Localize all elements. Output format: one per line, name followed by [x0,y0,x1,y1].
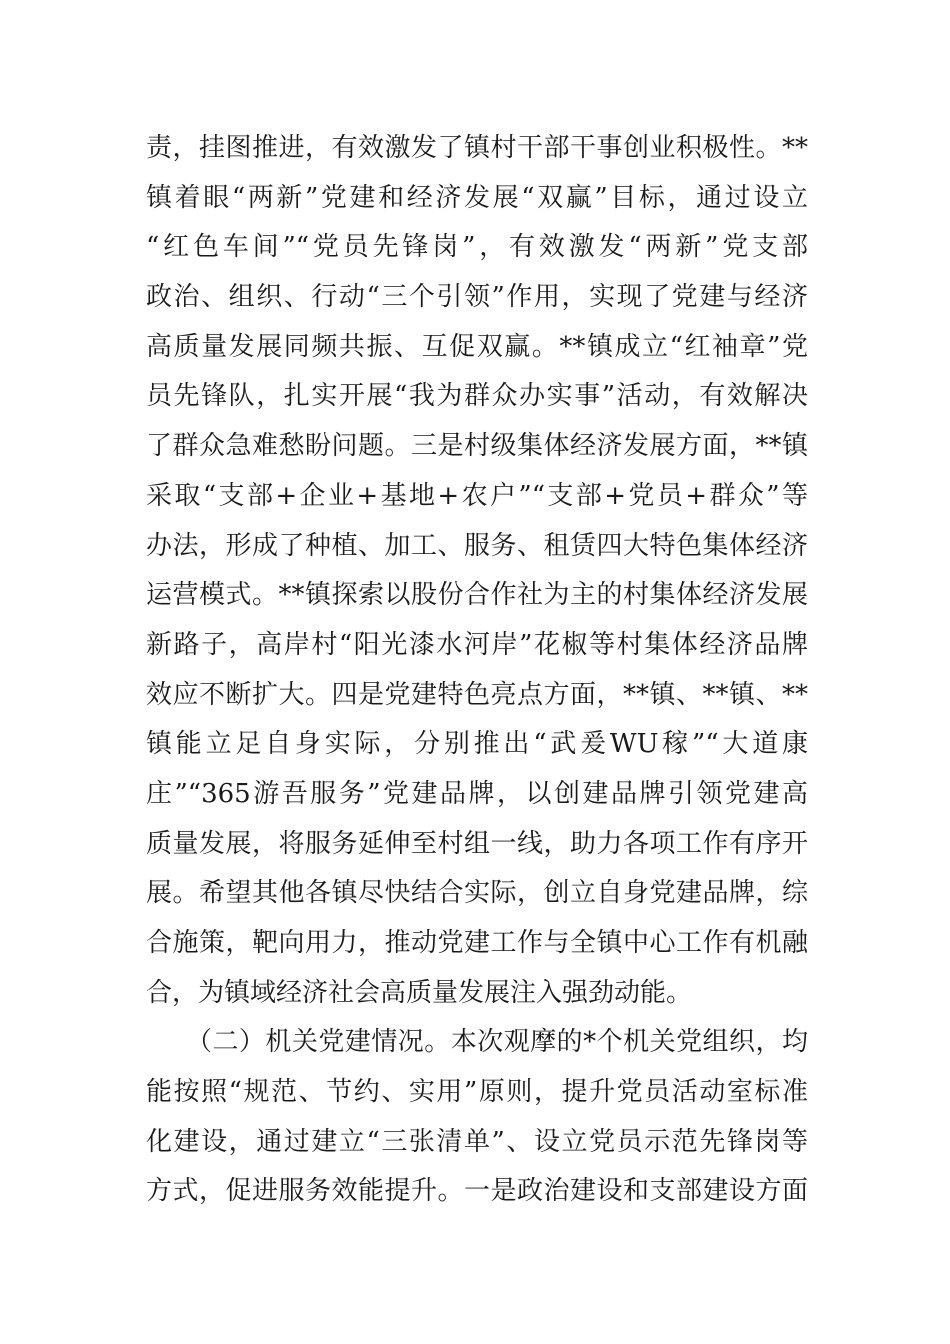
text-line: 化建设，通过建立“三张清单”、设立党员示范先锋岗等 [146,1126,808,1157]
text-line: 政治、组织、行动“三个引领”作用，实现了党建与经济 [146,282,808,313]
text-line: 员先锋队，扎实开展“我为群众办实事”活动，有效解决 [146,381,808,412]
text-line: 展。希望其他各镇尽快结合实际，创立自身党建品牌，综 [146,878,808,909]
text-line: 庄”“365游吾服务”党建品牌，以创建品牌引领党建高 [146,778,808,809]
text-line: 能按照“规范、节约、实用”原则，提升党员活动室标准 [146,1077,808,1108]
text-line: 办法，形成了种植、加工、服务、租赁四大特色集体经济 [146,530,808,561]
text-line: 采取“支部+企业+基地+农户”“支部+党员+群众”等 [146,480,808,511]
section-heading-line: （二）机关党建情况。本次观摩的*个机关党组织，均 [146,1027,808,1058]
text-line: 方式，促进服务效能提升。一是政治建设和支部建设方面 [146,1176,808,1207]
text-line: 新路子，高岸村“阳光漆水河岸”花椒等村集体经济品牌 [146,629,808,660]
text-line: 高质量发展同频共振、互促双赢。**镇成立“红袖章”党 [146,331,808,362]
paragraph-end-line: 合，为镇域经济社会高质量发展注入强劲动能。 [146,977,693,1008]
text-line: 了群众急难愁盼问题。三是村级集体经济发展方面，**镇 [146,431,808,462]
text-line: 质量发展，将服务延伸至村组一线，助力各项工作有序开 [146,828,808,859]
text-line: 运营模式。**镇探索以股份合作社为主的村集体经济发展 [146,580,808,611]
document-body [146,124,808,1217]
text-line: 镇能立足自身实际，分别推出“武爰WU稼”“大道康 [146,729,808,760]
text-line: 合施策，靶向用力，推动党建工作与全镇中心工作有机融 [146,928,808,958]
text-line: 责，挂图推进，有效激发了镇村干部干事创业积极性。** [146,133,808,163]
text-line: 效应不断扩大。四是党建特色亮点方面，**镇、**镇、** [146,679,808,710]
text-line: “红色车间”“党员先锋岗”，有效激发“两新”党支部 [146,232,808,263]
text-line: 镇着眼“两新”党建和经济发展“双赢”目标，通过设立 [146,182,808,213]
